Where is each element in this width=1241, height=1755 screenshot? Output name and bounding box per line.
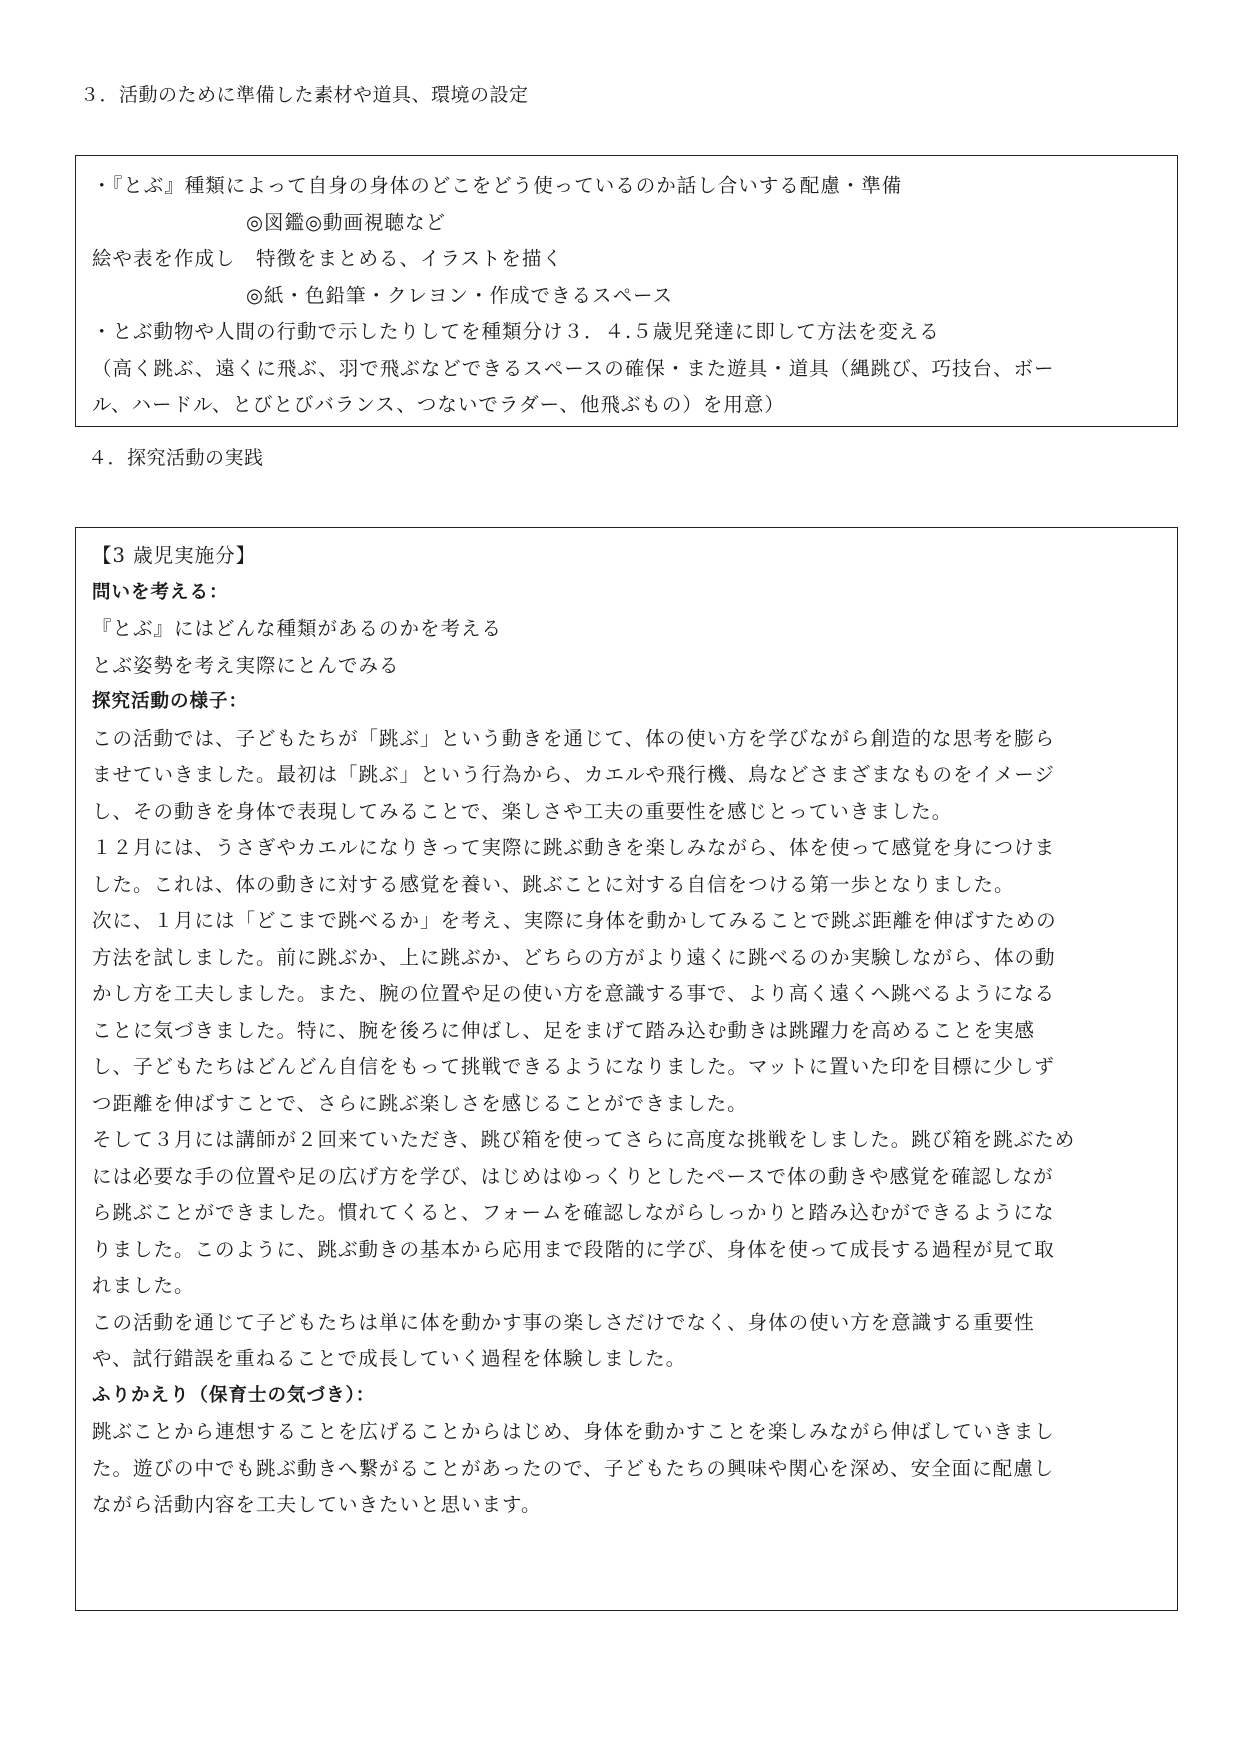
materials-line: ◎図鑑◎動画視聴など (246, 210, 447, 234)
activity-line: この活動では、子どもたちが「跳ぶ」という動きを通じて、体の使い方を学びながら創造的な思考を膨ら (92, 726, 1056, 750)
activity-line: し、その動きを身体で表現してみることで、楽しさや工夫の重要性を感じとっていきました。 (92, 799, 953, 823)
activity-line: し、子どもたちはどんどん自信をもって挑戦できるようになりました。マットに置いた印を目標に少しず (92, 1055, 1055, 1078)
materials-line: ・とぶ動物や人間の行動で示したりしてを種類分け３．４.５歳児発達に即して方法を変える (92, 320, 940, 343)
activity-line: れました。 (92, 1274, 195, 1297)
question-line: とぶ姿勢を考え実際にとんでみる (92, 653, 400, 677)
activity-line: 次に、１月には「どこまで跳べるか」を考え、実際に身体を動かしてみることで跳ぶ距離を伸ばすための (92, 909, 1057, 932)
question-line: 『とぶ』にはどんな種類があるのかを考える (92, 617, 503, 640)
materials-box (75, 155, 1178, 427)
activity-line: 方法を試しました。前に跳ぶか、上に跳ぶか、どちらの方がより遠くに跳べるのか実験しながら、体の動 (92, 945, 1056, 969)
materials-line: ル、ハードル、とびとびバランス、つないでラダー、他飛ぶもの）を用意） (92, 393, 785, 416)
group-label: 【3 歳児実施分】 (92, 544, 257, 567)
reflection-line: ながら活動内容を工夫していきたいと思います。 (92, 1493, 542, 1516)
activity-line: には必要な手の位置や足の広げ方を学び、はじめはゆっくりとしたペースで体の動きや感覚を確認しなが (92, 1164, 1054, 1188)
materials-line: ・『とぶ』種類によって自身の身体のどこをどう使っているのか話し合いする配慮・準備 (92, 174, 903, 197)
practice-box (75, 527, 1178, 1611)
activity-line: この活動を通じて子どもたちは単に体を動かす事の楽しさだけでなく、身体の使い方を意識する重要性 (92, 1310, 1035, 1334)
reflection-line: 跳ぶことから連想することを広げることからはじめ、身体を動かすことを楽しみながら伸ばしていきまし (92, 1420, 1055, 1443)
section-3-heading: ３．活動のために準備した素材や道具、環境の設定 (80, 84, 529, 106)
reflection-line: た。遊びの中でも跳ぶ動きへ繋がることがあったので、子どもたちの興味や関心を深め、安全面に配慮し (92, 1456, 1055, 1480)
reflection-label: ふりかえり（保育士の気づき）： (92, 1384, 376, 1406)
activity-line: ことに気づきました。特に、腕を後ろに伸ばし、足をまげて踏み込む動きは跳躍力を高めることを実感 (92, 1018, 1036, 1042)
materials-line: 絵や表を作成し 特徴をまとめる、イラストを描く (92, 247, 563, 270)
activity-line: かし方を工夫しました。また、腕の位置や足の使い方を意識する事で、より高く遠くへ跳べるようになる (92, 982, 1056, 1005)
section-4-heading: ４．探究活動の実践 (88, 447, 264, 469)
materials-line: ◎紙・色鉛筆・クレヨン・作成できるスペース (246, 283, 674, 307)
activity-line: ませていきました。最初は「跳ぶ」という行為から、カエルや飛行機、鳥などさまざまなものをイメージ (92, 763, 1055, 786)
activity-line: りました。このように、跳ぶ動きの基本から応用まで段階的に学び、身体を使って成長する過程が見て取 (92, 1237, 1055, 1261)
activity-line: つ距離を伸ばすことで、さらに跳ぶ楽しさを感じることができました。 (92, 1091, 748, 1115)
activity-line: した。これは、体の動きに対する感覚を養い、跳ぶことに対する自信をつける第一歩となりました。 (92, 872, 1015, 896)
materials-line: （高く跳ぶ、遠くに飛ぶ、羽で飛ぶなどできるスペースの確保・また遊具・道具（縄跳び、巧技台、ボー (92, 356, 1055, 380)
activity-line: ら跳ぶことができました。慣れてくると、フォームを確認しながらしっかりと踏み込むができるようにな (92, 1201, 1055, 1224)
activity-line: そして３月には講師が２回来ていただき、跳び箱を使ってさらに高度な挑戦をしました。跳び箱を跳ぶため (92, 1128, 1076, 1151)
question-label: 問いを考える： (92, 581, 229, 603)
activity-label: 探究活動の様子： (92, 691, 249, 712)
activity-line: や、試行錯誤を重ねることで成長していく過程を体験しました。 (92, 1347, 687, 1370)
activity-line: １２月には、うさぎやカエルになりきって実際に跳ぶ動きを楽しみながら、体を使って感覚を身につけま (92, 836, 1056, 859)
